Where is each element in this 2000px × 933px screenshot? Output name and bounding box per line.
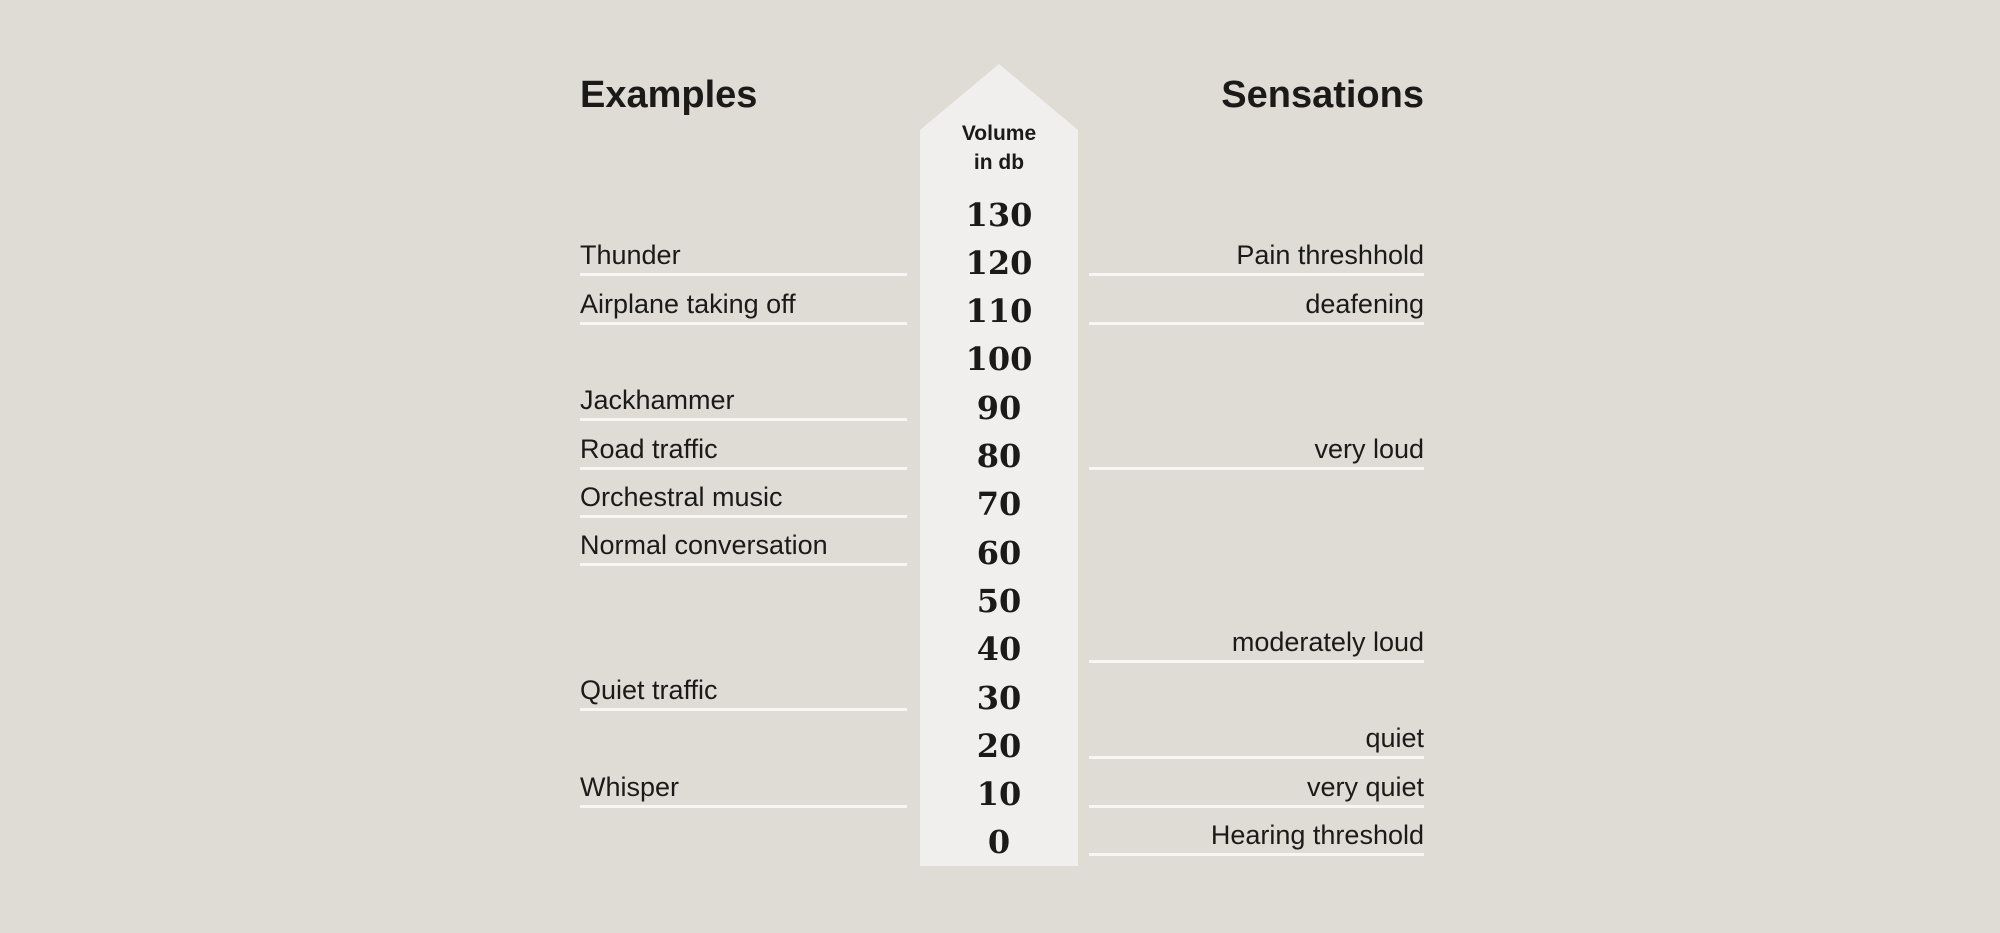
scale-cell-10: 10 — [920, 772, 1078, 817]
volume-caption-line1: Volume — [961, 122, 1037, 145]
sensation-label: very loud — [1314, 433, 1424, 464]
scale-cell-20: 20 — [920, 723, 1078, 768]
sensations-heading: Sensations — [1221, 74, 1424, 116]
example-rule — [580, 805, 907, 808]
example-rule — [580, 515, 907, 518]
sensation-label: Pain threshhold — [1236, 240, 1424, 271]
example-rule — [580, 322, 907, 325]
examples-heading: Examples — [580, 74, 758, 116]
sensation-rule — [1089, 273, 1424, 276]
example-label: Quiet traffic — [580, 675, 718, 705]
scale-cell-80: 80 — [920, 434, 1078, 479]
example-label: Jackhammer — [580, 385, 735, 416]
volume-caption-line2: in db — [973, 151, 1025, 174]
scale-cell-100: 100 — [920, 337, 1078, 382]
scale-cell-70: 70 — [920, 482, 1078, 527]
example-label: Road traffic — [580, 433, 718, 464]
sensation-label: Hearing threshold — [1210, 819, 1424, 850]
sensation-rule — [1089, 805, 1424, 808]
scale-cell-30: 30 — [920, 675, 1078, 720]
scale-cell-40: 40 — [920, 627, 1078, 672]
scale-cell-110: 110 — [920, 289, 1078, 334]
example-rule — [580, 418, 907, 421]
example-label: Airplane taking off — [580, 288, 796, 319]
scale-cell-50: 50 — [920, 578, 1078, 623]
scale-cell-120: 120 — [920, 240, 1078, 285]
sensation-rule — [1089, 467, 1424, 470]
scale-cell-60: 60 — [920, 530, 1078, 575]
sensation-rule — [1089, 660, 1424, 663]
example-rule — [580, 708, 907, 711]
sensation-rule — [1089, 756, 1424, 759]
scale-cell-0: 0 — [920, 820, 1078, 865]
example-rule — [580, 563, 907, 566]
sensation-rule — [1089, 853, 1424, 856]
sensation-rule — [1089, 322, 1424, 325]
sensation-label: moderately loud — [1231, 626, 1424, 657]
example-label: Orchestral music — [580, 481, 783, 512]
example-label: Whisper — [580, 771, 680, 802]
sensation-label: quiet — [1365, 723, 1424, 754]
sensation-label: deafening — [1305, 288, 1424, 319]
example-rule — [580, 273, 907, 276]
scale-cell-90: 90 — [920, 385, 1078, 430]
example-label: Thunder — [580, 240, 681, 271]
example-label: Normal conversation — [580, 530, 828, 561]
scale-cell-130: 130 — [920, 192, 1078, 237]
sensation-label: very quiet — [1306, 771, 1424, 802]
example-rule — [580, 467, 907, 470]
